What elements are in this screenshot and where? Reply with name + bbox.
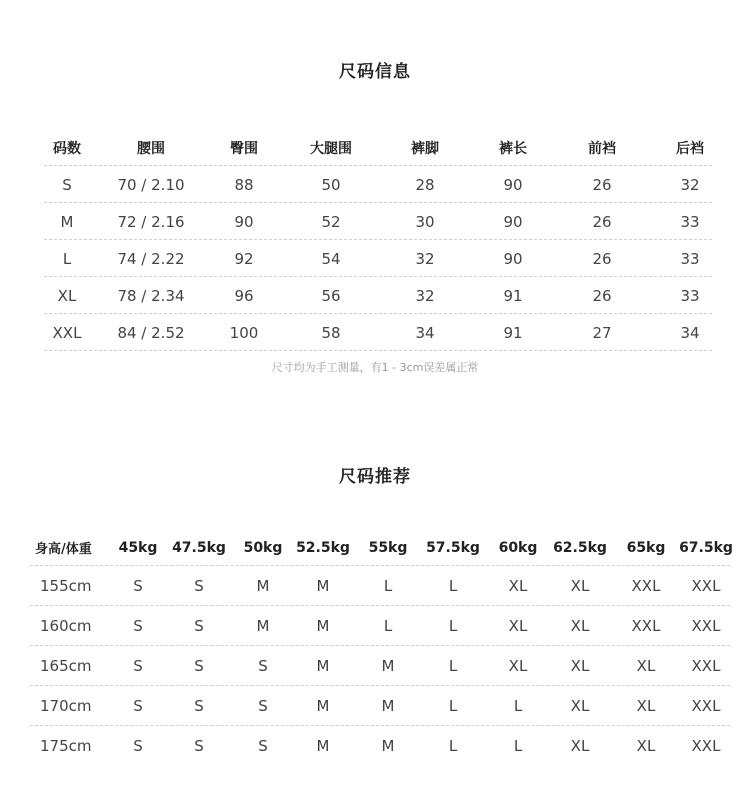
table-cell: 72 / 2.16 [117, 212, 185, 231]
table-cell: 32 [415, 286, 435, 305]
size-cell: M [381, 697, 395, 715]
header-cell: 52.5kg [296, 539, 350, 556]
table-row [22, 314, 712, 351]
table-cell: 50 [321, 175, 341, 194]
table-row [30, 646, 730, 686]
table-cell: 88 [234, 175, 254, 194]
size-recommend-table [30, 529, 733, 766]
size-cell: M [381, 737, 395, 755]
height-label: 165cm [40, 657, 92, 675]
table-cell: S [62, 175, 72, 194]
size-cell: M [381, 657, 395, 675]
table-row [22, 277, 712, 314]
header-cell: 大腿围 [310, 141, 352, 157]
table-cell: 74 / 2.22 [117, 249, 185, 268]
size-cell: S [133, 657, 143, 675]
table-cell: 91 [503, 286, 523, 305]
size-cell: L [513, 697, 523, 715]
size-cell: M [256, 617, 270, 635]
header-cell: 裤脚 [411, 141, 439, 157]
size-cell: L [448, 617, 458, 635]
table-cell: 90 [234, 212, 254, 231]
size-cell: L [513, 737, 523, 755]
size-cell: XL [570, 737, 590, 755]
height-label: 175cm [40, 737, 92, 755]
size-cell: XL [636, 697, 656, 715]
table-cell: 26 [592, 286, 612, 305]
size-info-table [22, 130, 712, 351]
size-cell: XL [570, 577, 590, 595]
size-cell: S [258, 657, 268, 675]
size-cell: XL [508, 617, 528, 635]
table-cell: 100 [229, 323, 259, 342]
size-cell: L [448, 697, 458, 715]
size-cell: XXL [691, 657, 721, 675]
table-cell: 70 / 2.10 [117, 175, 185, 194]
header-cell: 后裆 [676, 141, 704, 157]
table-cell: 84 / 2.52 [117, 323, 185, 342]
size-cell: XXL [691, 577, 721, 595]
size-cell: XL [636, 657, 656, 675]
header-cell: 57.5kg [426, 539, 480, 556]
height-label: 155cm [40, 577, 92, 595]
size-cell: XXL [691, 697, 721, 715]
table-row [30, 606, 730, 646]
table-cell: 96 [234, 286, 254, 305]
size-cell: S [133, 697, 143, 715]
height-label: 170cm [40, 697, 92, 715]
size-cell: L [383, 617, 393, 635]
table-header-row [30, 529, 733, 566]
table-cell: L [62, 249, 72, 268]
table-cell: XXL [52, 323, 82, 342]
size-cell: XL [508, 577, 528, 595]
size-cell: M [316, 657, 330, 675]
table-cell: 30 [415, 212, 435, 231]
size-cell: XXL [631, 617, 661, 635]
size-recommend-title: 尺码推荐 [339, 467, 411, 487]
table-cell: XL [57, 286, 77, 305]
size-cell: XL [570, 697, 590, 715]
height-label: 160cm [40, 617, 92, 635]
table-cell: 54 [321, 249, 341, 268]
size-cell: XL [570, 617, 590, 635]
table-cell: 90 [503, 249, 523, 268]
table-row [22, 203, 712, 240]
size-cell: S [133, 577, 143, 595]
header-cell: 47.5kg [172, 539, 226, 556]
table-cell: 26 [592, 175, 612, 194]
size-cell: M [316, 737, 330, 755]
table-cell: 90 [503, 175, 523, 194]
size-cell: S [194, 617, 204, 635]
size-cell: L [448, 657, 458, 675]
size-cell: XL [570, 657, 590, 675]
header-cell: 50kg [243, 539, 283, 556]
table-cell: 91 [503, 323, 523, 342]
size-cell: XXL [691, 617, 721, 635]
size-cell: XL [508, 657, 528, 675]
table-row [22, 240, 712, 277]
size-cell: S [258, 697, 268, 715]
size-cell: L [448, 737, 458, 755]
table-row [22, 166, 712, 203]
table-cell: 27 [592, 323, 612, 342]
header-cell: 60kg [498, 539, 538, 556]
header-cell: 腰围 [137, 141, 165, 157]
size-cell: S [194, 697, 204, 715]
table-cell: 34 [415, 323, 435, 342]
table-cell: 32 [415, 249, 435, 268]
header-cell: 67.5kg [679, 539, 733, 556]
size-cell: S [194, 737, 204, 755]
table-cell: 26 [592, 249, 612, 268]
header-cell: 码数 [53, 141, 81, 157]
size-cell: M [256, 577, 270, 595]
table-cell: 78 / 2.34 [117, 286, 185, 305]
header-cell: 65kg [626, 539, 666, 556]
table-header-row [22, 130, 712, 166]
table-cell: 52 [321, 212, 341, 231]
size-info-title: 尺码信息 [339, 62, 411, 82]
size-cell: S [133, 737, 143, 755]
size-cell: M [316, 577, 330, 595]
size-cell: L [383, 577, 393, 595]
size-cell: L [448, 577, 458, 595]
size-cell: XXL [631, 577, 661, 595]
table-row [30, 686, 730, 726]
table-cell: 58 [321, 323, 341, 342]
table-cell: 33 [680, 212, 700, 231]
size-cell: XXL [691, 737, 721, 755]
table-cell: 28 [415, 175, 435, 194]
header-cell: 前裆 [588, 141, 616, 157]
size-cell: M [316, 617, 330, 635]
table-cell: 33 [680, 286, 700, 305]
measurement-note: 尺寸均为手工测量，有1 - 3cm误差属正常 [271, 361, 479, 374]
header-cell: 45kg [118, 539, 158, 556]
header-cell: 62.5kg [553, 539, 607, 556]
table-cell: 26 [592, 212, 612, 231]
table-cell: 56 [321, 286, 341, 305]
table-cell: 33 [680, 249, 700, 268]
table-cell: 32 [680, 175, 700, 194]
table-cell: 34 [680, 323, 700, 342]
size-cell: S [133, 617, 143, 635]
size-cell: XL [636, 737, 656, 755]
header-cell: 裤长 [499, 141, 527, 157]
size-cell: S [194, 577, 204, 595]
table-cell: 90 [503, 212, 523, 231]
size-cell: M [316, 697, 330, 715]
table-row [30, 726, 730, 766]
size-cell: S [194, 657, 204, 675]
header-cell: 55kg [368, 539, 408, 556]
size-cell: S [258, 737, 268, 755]
header-cell: 臀围 [230, 141, 258, 157]
header-cell: 身高/体重 [35, 542, 92, 557]
table-cell: M [60, 212, 74, 231]
table-row [30, 566, 730, 606]
table-cell: 92 [234, 249, 254, 268]
